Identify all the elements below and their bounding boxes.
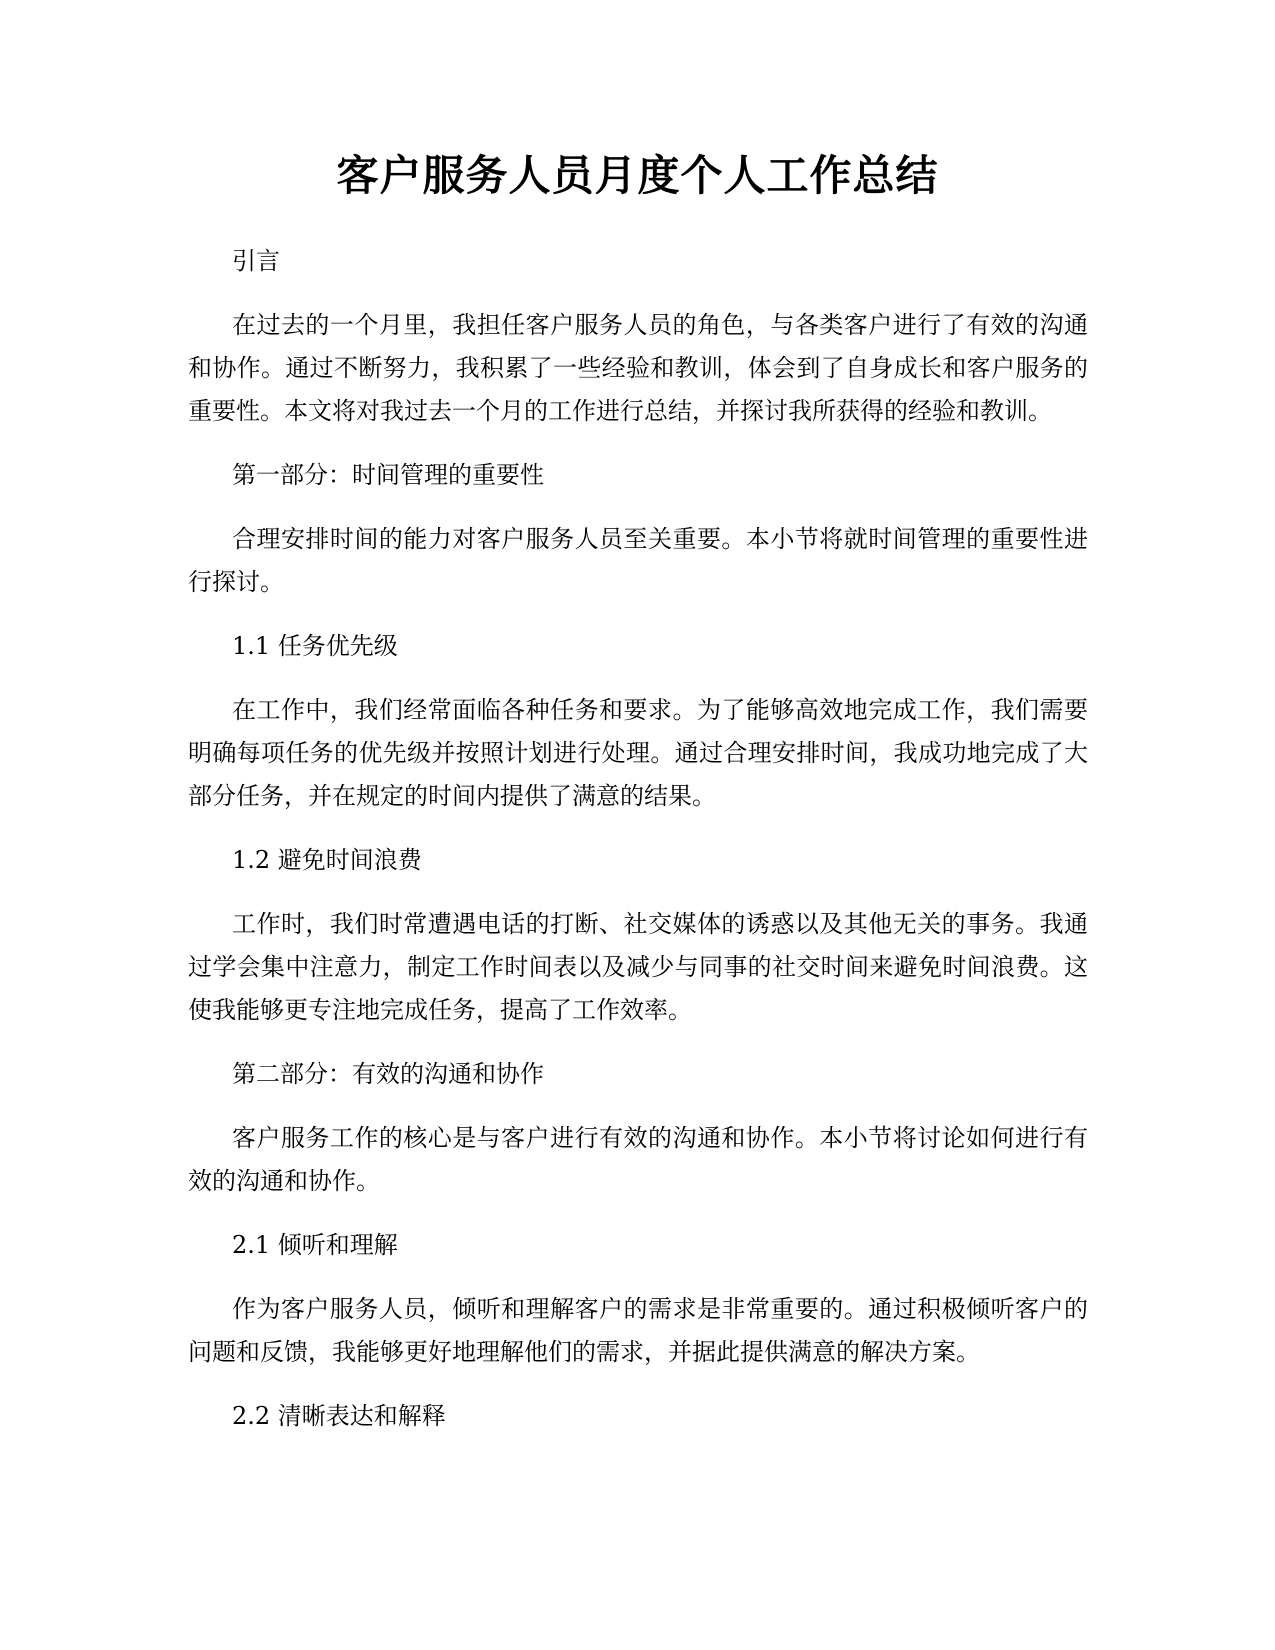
paragraph-1-2: 工作时，我们时常遭遇电话的打断、社交媒体的诱惑以及其他无关的事务。我通过学会集中注意力，制定工作时间表以及减少与同事的社交时间来避免时间浪费。这使我能够更专注地完成任务，提高了工作效率。 (188, 910, 1088, 1024)
heading-2-2: 2.2 清晰表达和解释 (232, 1402, 446, 1430)
paragraph-part-1: 合理安排时间的能力对客户服务人员至关重要。本小节将就时间管理的重要性进行探讨。 (188, 525, 1088, 596)
heading-part-1: 第一部分：时间管理的重要性 (232, 461, 544, 489)
heading-1-1: 1.1 任务优先级 (232, 632, 398, 660)
paragraph-2-1: 作为客户服务人员，倾听和理解客户的需求是非常重要的。通过积极倾听客户的问题和反馈，我能够更好地理解他们的需求，并据此提供满意的解决方案。 (188, 1295, 1088, 1366)
document-body (188, 240, 1088, 1459)
paragraph-1-1: 在工作中，我们经常面临各种任务和要求。为了能够高效地完成工作，我们需要明确每项任务的优先级并按照计划进行处理。通过合理安排时间，我成功地完成了大部分任务，并在规定的时间内提供了满意的结果。 (188, 696, 1088, 810)
document-title: 客户服务人员月度个人工作总结 (336, 151, 939, 200)
heading-1-2: 1.2 避免时间浪费 (232, 846, 422, 874)
heading-2-1: 2.1 倾听和理解 (232, 1231, 398, 1259)
paragraph-part-2: 客户服务工作的核心是与客户进行有效的沟通和协作。本小节将讨论如何进行有效的沟通和协作。 (188, 1124, 1088, 1195)
heading-part-2: 第二部分：有效的沟通和协作 (232, 1060, 544, 1088)
paragraph-introduction: 在过去的一个月里，我担任客户服务人员的角色，与各类客户进行了有效的沟通和协作。通过不断努力，我积累了一些经验和教训，体会到了自身成长和客户服务的重要性。本文将对我过去一个月的工作进行总结，并探讨我所获得的经验和教训。 (188, 311, 1088, 425)
heading-introduction: 引言 (232, 247, 280, 275)
